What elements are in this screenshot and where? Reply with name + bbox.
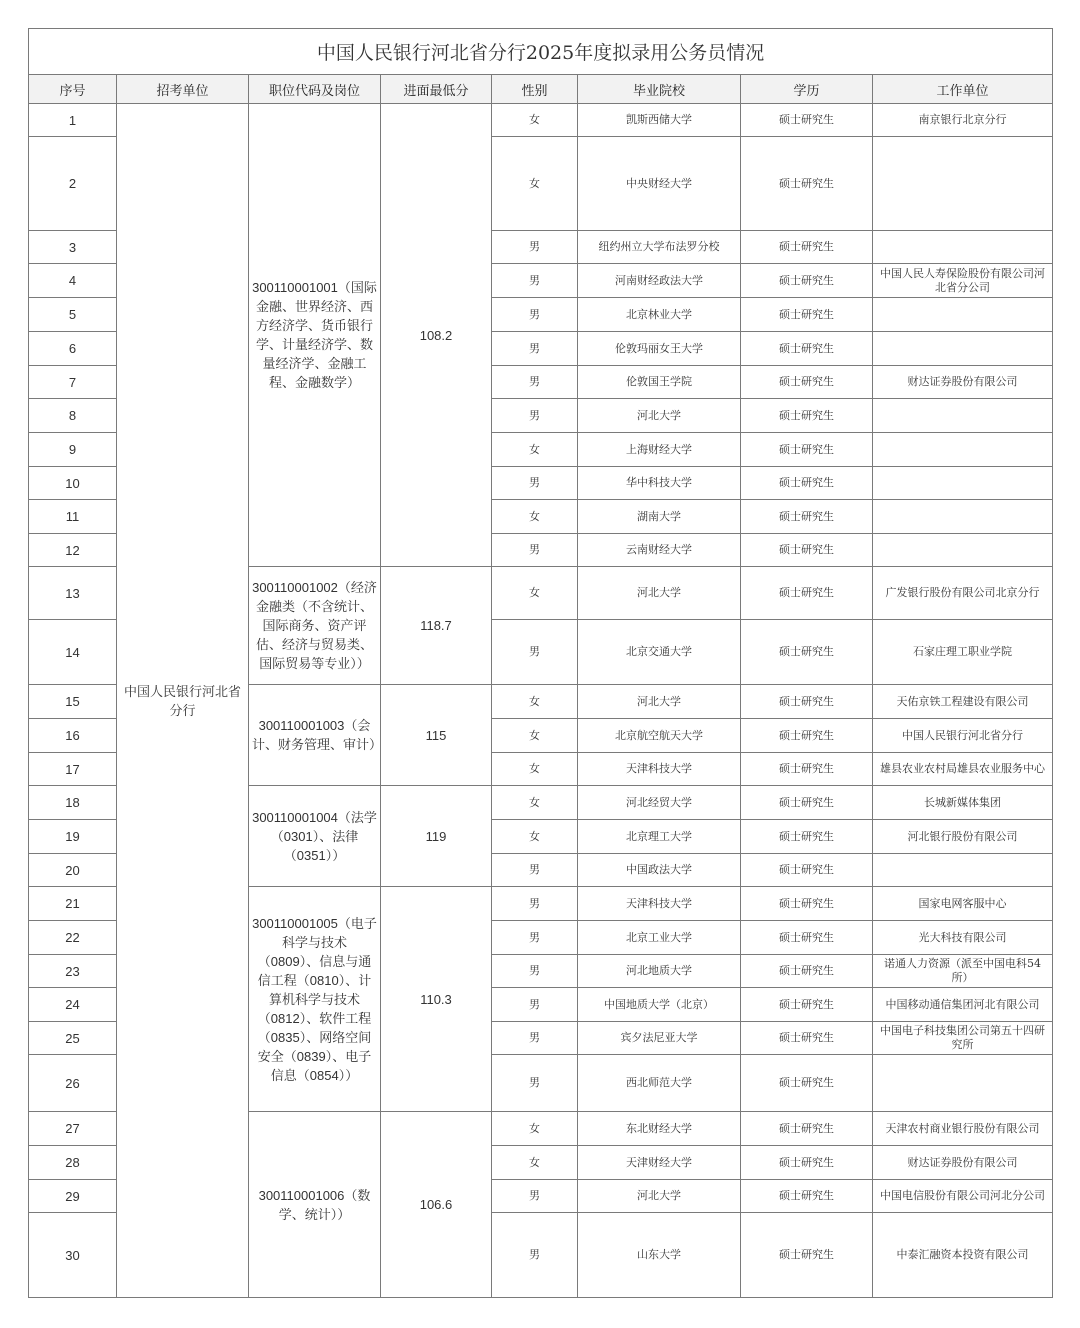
employer: [873, 231, 1053, 264]
min-score: 115: [381, 685, 492, 786]
degree: 硕士研究生: [741, 921, 873, 955]
position-code: 300110001005（电子科学与技术（0809）、信息与通信工程（0810）、计算机科学与技术（0812）、软件工程（0835）、网络空间安全（0839）、电子信息（0854））: [249, 887, 381, 1112]
gender: 女: [492, 567, 578, 620]
school: 华中科技大学: [578, 467, 741, 500]
employer: 中国人民人寿保险股份有限公司河北省分公司: [873, 264, 1053, 298]
row-number: 14: [29, 620, 117, 685]
employer: 长城新媒体集团: [873, 786, 1053, 820]
row-number: 30: [29, 1213, 117, 1298]
gender: 男: [492, 1022, 578, 1055]
row-number: 2: [29, 137, 117, 231]
gender: 女: [492, 753, 578, 786]
min-score: 110.3: [381, 887, 492, 1112]
row-number: 15: [29, 685, 117, 719]
gender: 女: [492, 433, 578, 467]
gender: 男: [492, 854, 578, 887]
degree: 硕士研究生: [741, 955, 873, 988]
school: 中国地质大学（北京）: [578, 988, 741, 1022]
employer: 诺通人力资源（派至中国电科54所）: [873, 955, 1053, 988]
degree: 硕士研究生: [741, 500, 873, 534]
degree: 硕士研究生: [741, 534, 873, 567]
min-score: 119: [381, 786, 492, 887]
header-gender: 性别: [492, 75, 578, 104]
header-min-score: 进面最低分: [381, 75, 492, 104]
employer: [873, 1055, 1053, 1112]
row-number: 5: [29, 298, 117, 332]
row-number: 3: [29, 231, 117, 264]
degree: 硕士研究生: [741, 988, 873, 1022]
gender: 女: [492, 719, 578, 753]
school: 北京交通大学: [578, 620, 741, 685]
row-number: 26: [29, 1055, 117, 1112]
school: 西北师范大学: [578, 1055, 741, 1112]
school: 天津财经大学: [578, 1146, 741, 1180]
gender: 女: [492, 685, 578, 719]
degree: 硕士研究生: [741, 719, 873, 753]
row-number: 10: [29, 467, 117, 500]
school: 中国政法大学: [578, 854, 741, 887]
employer: 中国电信股份有限公司河北分公司: [873, 1180, 1053, 1213]
employer: 天佑京铁工程建设有限公司: [873, 685, 1053, 719]
row-number: 6: [29, 332, 117, 366]
degree: 硕士研究生: [741, 104, 873, 137]
row-number: 8: [29, 399, 117, 433]
gender: 男: [492, 988, 578, 1022]
degree: 硕士研究生: [741, 1055, 873, 1112]
degree: 硕士研究生: [741, 887, 873, 921]
row-number: 16: [29, 719, 117, 753]
row-number: 24: [29, 988, 117, 1022]
gender: 男: [492, 1055, 578, 1112]
gender: 男: [492, 887, 578, 921]
degree: 硕士研究生: [741, 786, 873, 820]
school: 中央财经大学: [578, 137, 741, 231]
gender: 男: [492, 399, 578, 433]
employer: [873, 399, 1053, 433]
row-number: 20: [29, 854, 117, 887]
row-number: 17: [29, 753, 117, 786]
degree: 硕士研究生: [741, 854, 873, 887]
employer: [873, 298, 1053, 332]
degree: 硕士研究生: [741, 264, 873, 298]
header-degree: 学历: [741, 75, 873, 104]
position-code: 300110001003（会计、财务管理、审计）: [249, 685, 381, 786]
employer: 国家电网客服中心: [873, 887, 1053, 921]
gender: 男: [492, 921, 578, 955]
school: 天津科技大学: [578, 887, 741, 921]
school: 山东大学: [578, 1213, 741, 1298]
school: 北京林业大学: [578, 298, 741, 332]
row-number: 11: [29, 500, 117, 534]
employer: 河北银行股份有限公司: [873, 820, 1053, 854]
min-score: 118.7: [381, 567, 492, 685]
row-number: 12: [29, 534, 117, 567]
employer: [873, 467, 1053, 500]
gender: 男: [492, 534, 578, 567]
gender: 女: [492, 137, 578, 231]
gender: 女: [492, 1112, 578, 1146]
table-row: [29, 104, 1053, 137]
row-number: 29: [29, 1180, 117, 1213]
header-row: [29, 75, 1053, 104]
degree: 硕士研究生: [741, 332, 873, 366]
employer: 光大科技有限公司: [873, 921, 1053, 955]
employer: 南京银行北京分行: [873, 104, 1053, 137]
employer: 中国人民银行河北省分行: [873, 719, 1053, 753]
degree: 硕士研究生: [741, 467, 873, 500]
gender: 女: [492, 786, 578, 820]
employer: 中国电子科技集团公司第五十四研究所: [873, 1022, 1053, 1055]
row-number: 25: [29, 1022, 117, 1055]
header-no: 序号: [29, 75, 117, 104]
header-unit: 招考单位: [117, 75, 249, 104]
employer: 雄县农业农村局雄县农业服务中心: [873, 753, 1053, 786]
school: 河北大学: [578, 1180, 741, 1213]
gender: 男: [492, 366, 578, 399]
header-employer: 工作单位: [873, 75, 1053, 104]
degree: 硕士研究生: [741, 366, 873, 399]
gender: 男: [492, 955, 578, 988]
min-score: 106.6: [381, 1112, 492, 1298]
degree: 硕士研究生: [741, 298, 873, 332]
gender: 女: [492, 104, 578, 137]
employer: 中泰汇融资本投资有限公司: [873, 1213, 1053, 1298]
recruitment-table: [28, 28, 1053, 1298]
school: 伦敦玛丽女王大学: [578, 332, 741, 366]
gender: 男: [492, 1180, 578, 1213]
employer: 广发银行股份有限公司北京分行: [873, 567, 1053, 620]
degree: 硕士研究生: [741, 685, 873, 719]
employer: 财达证券股份有限公司: [873, 1146, 1053, 1180]
degree: 硕士研究生: [741, 620, 873, 685]
degree: 硕士研究生: [741, 1180, 873, 1213]
school: 天津科技大学: [578, 753, 741, 786]
row-number: 9: [29, 433, 117, 467]
degree: 硕士研究生: [741, 231, 873, 264]
employer: 中国移动通信集团河北有限公司: [873, 988, 1053, 1022]
row-number: 19: [29, 820, 117, 854]
employer: [873, 137, 1053, 231]
degree: 硕士研究生: [741, 1022, 873, 1055]
employer: [873, 433, 1053, 467]
degree: 硕士研究生: [741, 433, 873, 467]
row-number: 23: [29, 955, 117, 988]
school: 河北大学: [578, 399, 741, 433]
table-body: [29, 29, 1053, 1298]
school: 云南财经大学: [578, 534, 741, 567]
school: 纽约州立大学布法罗分校: [578, 231, 741, 264]
employer: 石家庄理工职业学院: [873, 620, 1053, 685]
school: 北京航空航天大学: [578, 719, 741, 753]
row-number: 13: [29, 567, 117, 620]
degree: 硕士研究生: [741, 1112, 873, 1146]
gender: 男: [492, 264, 578, 298]
position-code: 300110001001（国际金融、世界经济、西方经济学、货币银行学、计量经济学、数量经济学、金融工程、金融数学）: [249, 104, 381, 567]
row-number: 7: [29, 366, 117, 399]
school: 河北大学: [578, 685, 741, 719]
school: 北京理工大学: [578, 820, 741, 854]
row-number: 21: [29, 887, 117, 921]
degree: 硕士研究生: [741, 820, 873, 854]
school: 河北经贸大学: [578, 786, 741, 820]
employer: 天津农村商业银行股份有限公司: [873, 1112, 1053, 1146]
employer: [873, 854, 1053, 887]
school: 东北财经大学: [578, 1112, 741, 1146]
gender: 男: [492, 231, 578, 264]
gender: 女: [492, 500, 578, 534]
row-number: 4: [29, 264, 117, 298]
school: 上海财经大学: [578, 433, 741, 467]
min-score: 108.2: [381, 104, 492, 567]
school: 河北大学: [578, 567, 741, 620]
degree: 硕士研究生: [741, 1146, 873, 1180]
degree: 硕士研究生: [741, 753, 873, 786]
degree: 硕士研究生: [741, 1213, 873, 1298]
gender: 女: [492, 1146, 578, 1180]
gender: 男: [492, 1213, 578, 1298]
employer: [873, 332, 1053, 366]
employer: 财达证券股份有限公司: [873, 366, 1053, 399]
gender: 男: [492, 620, 578, 685]
header-school: 毕业院校: [578, 75, 741, 104]
recruiting-unit: 中国人民银行河北省分行: [117, 104, 249, 1298]
school: 伦敦国王学院: [578, 366, 741, 399]
gender: 男: [492, 467, 578, 500]
position-code: 300110001006（数学、统计））: [249, 1112, 381, 1298]
employer: [873, 534, 1053, 567]
row-number: 1: [29, 104, 117, 137]
school: 北京工业大学: [578, 921, 741, 955]
row-number: 28: [29, 1146, 117, 1180]
school: 湖南大学: [578, 500, 741, 534]
position-code: 300110001002（经济金融类（不含统计、国际商务、资产评估、经济与贸易类、国际贸易等专业））: [249, 567, 381, 685]
employer: [873, 500, 1053, 534]
row-number: 18: [29, 786, 117, 820]
row-number: 27: [29, 1112, 117, 1146]
degree: 硕士研究生: [741, 567, 873, 620]
title-row: [29, 29, 1053, 75]
degree: 硕士研究生: [741, 137, 873, 231]
gender: 男: [492, 332, 578, 366]
degree: 硕士研究生: [741, 399, 873, 433]
header-position: 职位代码及岗位: [249, 75, 381, 104]
school: 河南财经政法大学: [578, 264, 741, 298]
gender: 男: [492, 298, 578, 332]
gender: 女: [492, 820, 578, 854]
school: 宾夕法尼亚大学: [578, 1022, 741, 1055]
school: 凯斯西储大学: [578, 104, 741, 137]
document-page: [28, 28, 1052, 1298]
position-code: 300110001004（法学（0301）、法律（0351））: [249, 786, 381, 887]
table-title: 中国人民银行河北省分行2025年度拟录用公务员情况: [29, 29, 1053, 75]
school: 河北地质大学: [578, 955, 741, 988]
row-number: 22: [29, 921, 117, 955]
